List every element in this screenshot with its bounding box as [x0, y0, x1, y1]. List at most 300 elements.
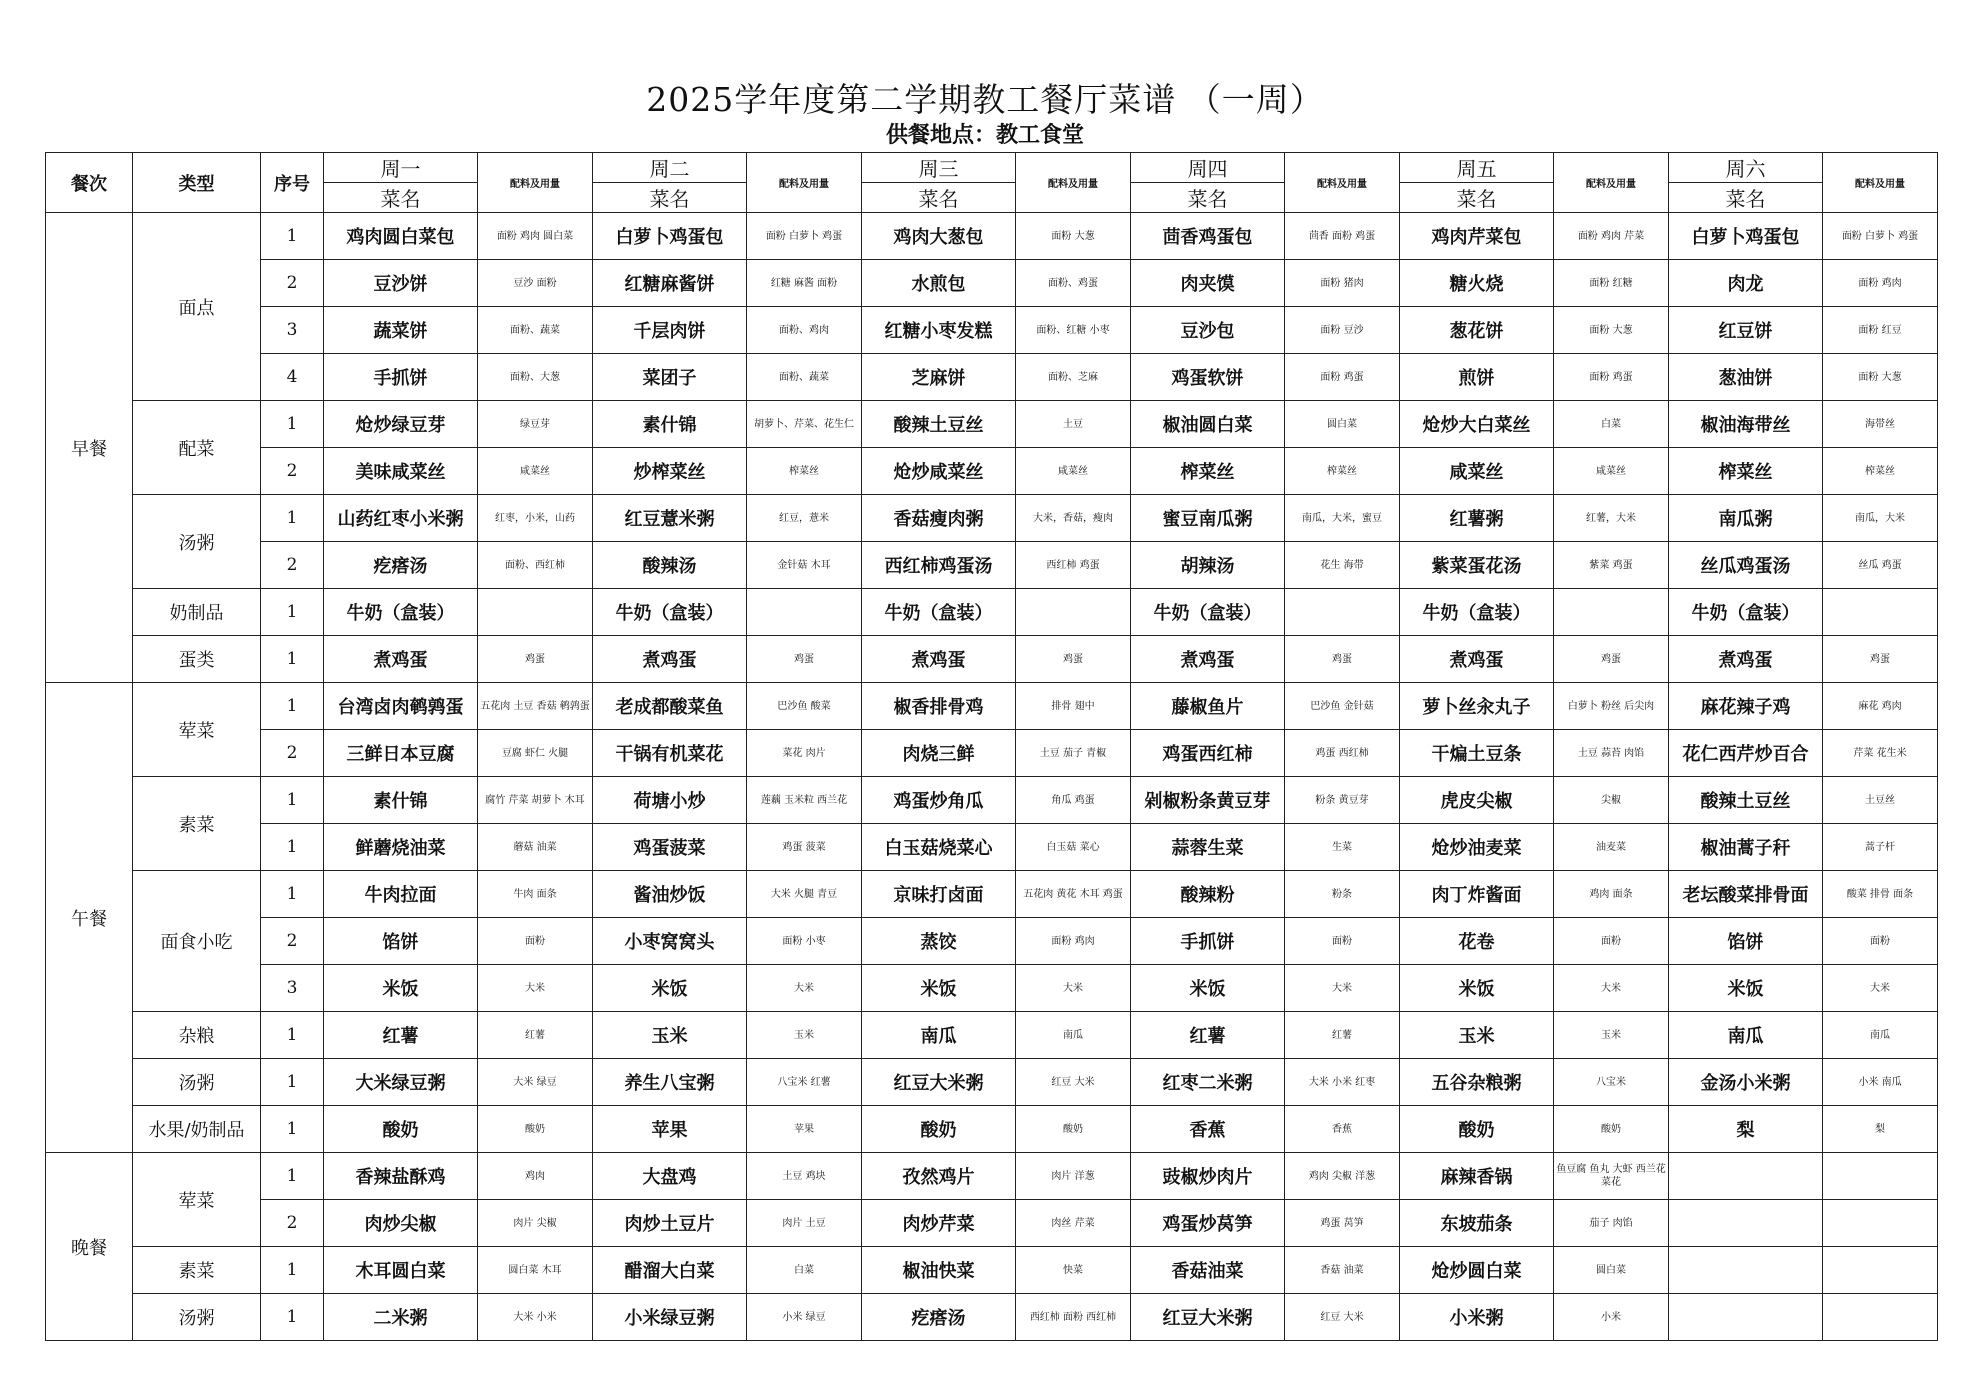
ingredients-cell: 白菜 [747, 1247, 862, 1294]
ingredients-cell: 面粉 [1285, 918, 1400, 965]
header-seq: 序号 [261, 153, 324, 213]
dish-cell: 孜然鸡片 [862, 1153, 1016, 1200]
table-row [46, 730, 1938, 777]
dish-cell: 肉龙 [1669, 260, 1823, 307]
ingredients-cell: 丝瓜 鸡蛋 [1823, 542, 1938, 589]
dish-cell: 剁椒粉条黄豆芽 [1131, 777, 1285, 824]
dish-cell: 肉夹馍 [1131, 260, 1285, 307]
ingredients-cell: 酸奶 [478, 1106, 593, 1153]
ingredients-cell: 大米 火腿 青豆 [747, 871, 862, 918]
ingredients-cell: 小米 绿豆 [747, 1294, 862, 1341]
type-cell: 汤粥 [133, 1294, 261, 1341]
ingredients-cell [1285, 589, 1400, 636]
table-row [46, 1294, 1938, 1341]
dish-cell: 馅饼 [1669, 918, 1823, 965]
dish-cell: 酸辣粉 [1131, 871, 1285, 918]
ingredients-cell [478, 589, 593, 636]
dish-cell: 手抓饼 [1131, 918, 1285, 965]
ingredients-cell: 红薯 [1285, 1012, 1400, 1059]
table-row [46, 448, 1938, 495]
ingredients-cell: 面粉 红糖 [1554, 260, 1669, 307]
header-type: 类型 [133, 153, 261, 213]
dish-cell: 炝炒油麦菜 [1400, 824, 1554, 871]
ingredients-cell: 菜花 肉片 [747, 730, 862, 777]
ingredients-cell: 紫菜 鸡蛋 [1554, 542, 1669, 589]
dish-cell: 疙瘩汤 [324, 542, 478, 589]
type-cell: 蛋类 [133, 636, 261, 683]
ingredients-cell: 肉片 尖椒 [478, 1200, 593, 1247]
type-cell: 素菜 [133, 1247, 261, 1294]
dish-cell: 老成都酸菜鱼 [593, 683, 747, 730]
type-cell: 配菜 [133, 401, 261, 495]
dish-cell: 鸡肉芹菜包 [1400, 213, 1554, 260]
dish-cell: 榨菜丝 [1669, 448, 1823, 495]
dish-cell: 二米粥 [324, 1294, 478, 1341]
table-row [46, 1012, 1938, 1059]
dish-cell: 米饭 [324, 965, 478, 1012]
dish-cell: 南瓜 [1669, 1012, 1823, 1059]
dish-cell: 玉米 [593, 1012, 747, 1059]
dish-cell: 煮鸡蛋 [324, 636, 478, 683]
seq-cell: 4 [261, 354, 324, 401]
ingredients-cell: 红豆，薏米 [747, 495, 862, 542]
dish-cell: 小米绿豆粥 [593, 1294, 747, 1341]
page-subtitle: 供餐地点：教工食堂 [885, 122, 1084, 148]
dish-cell: 椒油快菜 [862, 1247, 1016, 1294]
dish-cell: 咸菜丝 [1400, 448, 1554, 495]
dish-cell: 东坡茄条 [1400, 1200, 1554, 1247]
ingredients-cell [1823, 1294, 1938, 1341]
ingredients-cell: 白萝卜 粉丝 后尖肉 [1554, 683, 1669, 730]
dish-cell: 萝卜丝汆丸子 [1400, 683, 1554, 730]
dish-cell: 牛奶（盒装） [593, 589, 747, 636]
ingredients-cell: 尖椒 [1554, 777, 1669, 824]
type-cell: 面食小吃 [133, 871, 261, 1012]
table-row [46, 307, 1938, 354]
type-cell: 面点 [133, 213, 261, 401]
ingredients-cell: 小米 南瓜 [1823, 1059, 1938, 1106]
ingredients-cell: 蒿子杆 [1823, 824, 1938, 871]
ingredients-cell: 南瓜，大米 [1823, 495, 1938, 542]
seq-cell: 3 [261, 307, 324, 354]
ingredients-cell: 大米 [1016, 965, 1131, 1012]
seq-cell: 1 [261, 777, 324, 824]
ingredients-cell: 腐竹 芹菜 胡萝卜 木耳 [478, 777, 593, 824]
dish-cell: 炝炒大白菜丝 [1400, 401, 1554, 448]
dish-cell: 炝炒圆白菜 [1400, 1247, 1554, 1294]
ingredients-cell: 土豆 鸡块 [747, 1153, 862, 1200]
seq-cell: 1 [261, 495, 324, 542]
ingredients-cell: 麻花 鸡肉 [1823, 683, 1938, 730]
dish-cell: 茴香鸡蛋包 [1131, 213, 1285, 260]
dish-cell: 酸奶 [324, 1106, 478, 1153]
ingredients-cell: 面粉、鸡肉 [747, 307, 862, 354]
ingredients-cell: 面粉 大葱 [1554, 307, 1669, 354]
seq-cell: 1 [261, 1247, 324, 1294]
dish-cell: 香菇油菜 [1131, 1247, 1285, 1294]
table-row [46, 260, 1938, 307]
dish-cell: 煮鸡蛋 [1400, 636, 1554, 683]
seq-cell: 1 [261, 636, 324, 683]
seq-cell: 1 [261, 589, 324, 636]
dish-cell: 红薯 [324, 1012, 478, 1059]
ingredients-cell: 鸡蛋 [747, 636, 862, 683]
dish-cell: 红豆大米粥 [1131, 1294, 1285, 1341]
dish-cell: 水煎包 [862, 260, 1016, 307]
ingredients-cell: 玉米 [747, 1012, 862, 1059]
dish-cell [1669, 1294, 1823, 1341]
dish-cell: 菜团子 [593, 354, 747, 401]
seq-cell: 3 [261, 965, 324, 1012]
header-row-days [46, 153, 1938, 183]
ingredients-cell: 豆沙 面粉 [478, 260, 593, 307]
dish-cell: 红薯粥 [1400, 495, 1554, 542]
dish-cell: 梨 [1669, 1106, 1823, 1153]
ingredients-cell: 鱼豆腐 鱼丸 大虾 西兰花 菜花 [1554, 1153, 1669, 1200]
dish-cell: 小米粥 [1400, 1294, 1554, 1341]
ingredients-cell: 红糖 麻酱 面粉 [747, 260, 862, 307]
ingredients-cell: 面粉 鸡蛋 [1285, 354, 1400, 401]
ingredients-cell: 土豆 [1016, 401, 1131, 448]
dish-cell: 鸡蛋炒莴笋 [1131, 1200, 1285, 1247]
dish-cell: 香蕉 [1131, 1106, 1285, 1153]
ingredients-cell: 红豆 大米 [1016, 1059, 1131, 1106]
dish-cell: 米饭 [1131, 965, 1285, 1012]
ingredients-cell: 鸡蛋 [478, 636, 593, 683]
ingredients-cell: 大米 小米 [478, 1294, 593, 1341]
ingredients-cell: 大米 [747, 965, 862, 1012]
dish-cell: 红枣二米粥 [1131, 1059, 1285, 1106]
dish-cell: 米饭 [1400, 965, 1554, 1012]
dish-cell: 煮鸡蛋 [593, 636, 747, 683]
dish-cell: 豉椒炒肉片 [1131, 1153, 1285, 1200]
ingredients-cell: 榨菜丝 [747, 448, 862, 495]
dish-cell: 干锅有机菜花 [593, 730, 747, 777]
table-row [46, 401, 1938, 448]
ingredients-cell: 大米 绿豆 [478, 1059, 593, 1106]
ingredients-cell: 鸡蛋 [1285, 636, 1400, 683]
ingredients-cell: 苹果 [747, 1106, 862, 1153]
table-row [46, 1106, 1938, 1153]
ingredients-cell: 面粉 [1554, 918, 1669, 965]
dish-cell: 葱油饼 [1669, 354, 1823, 401]
header-dish-label: 菜名 [593, 183, 747, 213]
dish-cell: 鸡肉圆白菜包 [324, 213, 478, 260]
ingredients-cell [1554, 589, 1669, 636]
table-row [46, 354, 1938, 401]
dish-cell: 鸡肉大葱包 [862, 213, 1016, 260]
ingredients-cell: 香蕉 [1285, 1106, 1400, 1153]
ingredients-cell: 生菜 [1285, 824, 1400, 871]
dish-cell: 馅饼 [324, 918, 478, 965]
dish-cell: 蔬菜饼 [324, 307, 478, 354]
ingredients-cell: 白菜 [1554, 401, 1669, 448]
ingredients-cell: 酸菜 排骨 面条 [1823, 871, 1938, 918]
table-row [46, 918, 1938, 965]
dish-cell: 牛奶（盒装） [862, 589, 1016, 636]
dish-cell: 蒸饺 [862, 918, 1016, 965]
dish-cell: 榨菜丝 [1131, 448, 1285, 495]
meal-cell: 早餐 [46, 213, 133, 683]
dish-cell: 豆沙包 [1131, 307, 1285, 354]
ingredients-cell: 鸡蛋 [1016, 636, 1131, 683]
dish-cell: 椒香排骨鸡 [862, 683, 1016, 730]
ingredients-cell: 排骨 翅中 [1016, 683, 1131, 730]
type-cell: 汤粥 [133, 1059, 261, 1106]
table-row [46, 1059, 1938, 1106]
ingredients-cell: 面粉 猪肉 [1285, 260, 1400, 307]
dish-cell: 红糖麻酱饼 [593, 260, 747, 307]
dish-cell: 酸辣汤 [593, 542, 747, 589]
dish-cell: 鸡蛋炒角瓜 [862, 777, 1016, 824]
ingredients-cell: 肉丝 芹菜 [1016, 1200, 1131, 1247]
ingredients-cell: 鸡蛋 [1554, 636, 1669, 683]
dish-cell: 疙瘩汤 [862, 1294, 1016, 1341]
dish-cell: 美味咸菜丝 [324, 448, 478, 495]
dish-cell: 山药红枣小米粥 [324, 495, 478, 542]
seq-cell: 1 [261, 871, 324, 918]
ingredients-cell: 大米 小米 红枣 [1285, 1059, 1400, 1106]
dish-cell: 藤椒鱼片 [1131, 683, 1285, 730]
ingredients-cell: 大米，香菇，瘦肉 [1016, 495, 1131, 542]
dish-cell: 酱油炒饭 [593, 871, 747, 918]
ingredients-cell [1016, 589, 1131, 636]
ingredients-cell: 角瓜 鸡蛋 [1016, 777, 1131, 824]
type-cell: 汤粥 [133, 495, 261, 589]
dish-cell: 麻辣香锅 [1400, 1153, 1554, 1200]
dish-cell: 红豆大米粥 [862, 1059, 1016, 1106]
header-day: 周二 [593, 153, 747, 183]
dish-cell: 椒油蒿子秆 [1669, 824, 1823, 871]
dish-cell [1669, 1153, 1823, 1200]
header-day: 周三 [862, 153, 1016, 183]
dish-cell: 红糖小枣发糕 [862, 307, 1016, 354]
dish-cell: 煮鸡蛋 [1669, 636, 1823, 683]
dish-cell: 肉丁炸酱面 [1400, 871, 1554, 918]
dish-cell: 鸡蛋菠菜 [593, 824, 747, 871]
header-day: 周五 [1400, 153, 1554, 183]
type-cell: 素菜 [133, 777, 261, 871]
ingredients-cell: 豆腐 虾仁 火腿 [478, 730, 593, 777]
page-title: 2025学年度第二学期教工餐厅菜谱 （一周） [646, 80, 1324, 119]
ingredients-cell: 粉条 黄豆芽 [1285, 777, 1400, 824]
dish-cell: 牛奶（盒装） [1131, 589, 1285, 636]
seq-cell: 2 [261, 448, 324, 495]
ingredients-cell: 咸菜丝 [478, 448, 593, 495]
dish-cell: 炒榨菜丝 [593, 448, 747, 495]
seq-cell: 2 [261, 542, 324, 589]
dish-cell: 小枣窝窝头 [593, 918, 747, 965]
seq-cell: 2 [261, 1200, 324, 1247]
ingredients-cell [1823, 1247, 1938, 1294]
ingredients-cell: 红枣，小米，山药 [478, 495, 593, 542]
ingredients-cell: 红薯，大米 [1554, 495, 1669, 542]
ingredients-cell: 大米 [478, 965, 593, 1012]
table-row [46, 824, 1938, 871]
dish-cell: 京味打卤面 [862, 871, 1016, 918]
seq-cell: 2 [261, 730, 324, 777]
dish-cell: 南瓜粥 [1669, 495, 1823, 542]
ingredients-cell: 面粉 豆沙 [1285, 307, 1400, 354]
header-ingredients: 配料及用量 [1823, 153, 1938, 213]
ingredients-cell: 香菇 油菜 [1285, 1247, 1400, 1294]
ingredients-cell: 鸡蛋 莴笋 [1285, 1200, 1400, 1247]
ingredients-cell: 面粉 鸡肉 [1823, 260, 1938, 307]
dish-cell: 牛奶（盒装） [1400, 589, 1554, 636]
ingredients-cell: 快菜 [1016, 1247, 1131, 1294]
dish-cell: 玉米 [1400, 1012, 1554, 1059]
ingredients-cell: 茄子 肉馅 [1554, 1200, 1669, 1247]
dish-cell: 手抓饼 [324, 354, 478, 401]
ingredients-cell: 鸡蛋 菠菜 [747, 824, 862, 871]
header-ingredients: 配料及用量 [478, 153, 593, 213]
dish-cell: 大盘鸡 [593, 1153, 747, 1200]
meal-cell: 午餐 [46, 683, 133, 1153]
ingredients-cell: 榨菜丝 [1823, 448, 1938, 495]
ingredients-cell: 绿豆芽 [478, 401, 593, 448]
ingredients-cell: 八宝米 [1554, 1059, 1669, 1106]
ingredients-cell: 大米 [1285, 965, 1400, 1012]
ingredients-cell: 胡萝卜、芹菜、花生仁 [747, 401, 862, 448]
dish-cell: 苹果 [593, 1106, 747, 1153]
ingredients-cell: 鸡蛋 [1823, 636, 1938, 683]
dish-cell: 千层肉饼 [593, 307, 747, 354]
dish-cell: 香菇瘦肉粥 [862, 495, 1016, 542]
ingredients-cell: 大米 [1554, 965, 1669, 1012]
dish-cell: 煎饼 [1400, 354, 1554, 401]
dish-cell: 三鲜日本豆腐 [324, 730, 478, 777]
seq-cell: 1 [261, 213, 324, 260]
ingredients-cell: 大米 [1823, 965, 1938, 1012]
dish-cell: 米饭 [593, 965, 747, 1012]
header-dish-label: 菜名 [862, 183, 1016, 213]
type-cell: 奶制品 [133, 589, 261, 636]
dish-cell: 素什锦 [593, 401, 747, 448]
dish-cell: 白玉菇烧菜心 [862, 824, 1016, 871]
ingredients-cell: 面粉、蔬菜 [478, 307, 593, 354]
dish-cell: 糖火烧 [1400, 260, 1554, 307]
ingredients-cell: 面粉 鸡肉 圆白菜 [478, 213, 593, 260]
dish-cell: 干煸土豆条 [1400, 730, 1554, 777]
ingredients-cell: 肉片 洋葱 [1016, 1153, 1131, 1200]
dish-cell: 老坛酸菜排骨面 [1669, 871, 1823, 918]
header-dish-label: 菜名 [1669, 183, 1823, 213]
ingredients-cell: 面粉、红糖 小枣 [1016, 307, 1131, 354]
dish-cell: 米饭 [1669, 965, 1823, 1012]
ingredients-cell: 咸菜丝 [1554, 448, 1669, 495]
dish-cell: 肉炒芹菜 [862, 1200, 1016, 1247]
dish-cell: 牛奶（盒装） [1669, 589, 1823, 636]
ingredients-cell: 玉米 [1554, 1012, 1669, 1059]
header-day: 周四 [1131, 153, 1285, 183]
ingredients-cell: 圆白菜 木耳 [478, 1247, 593, 1294]
table-row [46, 495, 1938, 542]
dish-cell: 酸辣土豆丝 [1669, 777, 1823, 824]
dish-cell: 蜜豆南瓜粥 [1131, 495, 1285, 542]
header-day: 周六 [1669, 153, 1823, 183]
header-meal: 餐次 [46, 153, 133, 213]
seq-cell: 1 [261, 1153, 324, 1200]
dish-cell: 米饭 [862, 965, 1016, 1012]
dish-cell: 牛肉拉面 [324, 871, 478, 918]
dish-cell: 鸡蛋西红柿 [1131, 730, 1285, 777]
ingredients-cell: 面粉、蔬菜 [747, 354, 862, 401]
dish-cell: 白萝卜鸡蛋包 [593, 213, 747, 260]
table-row [46, 1200, 1938, 1247]
ingredients-cell: 面粉、鸡蛋 [1016, 260, 1131, 307]
ingredients-cell: 榨菜丝 [1285, 448, 1400, 495]
ingredients-cell: 南瓜，大米，蜜豆 [1285, 495, 1400, 542]
table-row [46, 871, 1938, 918]
header-ingredients: 配料及用量 [1285, 153, 1400, 213]
ingredients-cell: 面粉 大葱 [1016, 213, 1131, 260]
table-row [46, 965, 1938, 1012]
ingredients-cell: 南瓜 [1016, 1012, 1131, 1059]
seq-cell: 1 [261, 401, 324, 448]
dish-cell: 紫菜蛋花汤 [1400, 542, 1554, 589]
ingredients-cell: 金针菇 木耳 [747, 542, 862, 589]
seq-cell: 1 [261, 1106, 324, 1153]
ingredients-cell: 西红柿 鸡蛋 [1016, 542, 1131, 589]
dish-cell: 大米绿豆粥 [324, 1059, 478, 1106]
ingredients-cell: 油麦菜 [1554, 824, 1669, 871]
ingredients-cell: 八宝米 红薯 [747, 1059, 862, 1106]
ingredients-cell: 海带丝 [1823, 401, 1938, 448]
ingredients-cell: 五花肉 黄花 木耳 鸡蛋 [1016, 871, 1131, 918]
dish-cell: 红薯 [1131, 1012, 1285, 1059]
type-cell: 杂粮 [133, 1012, 261, 1059]
ingredients-cell: 圆白菜 [1554, 1247, 1669, 1294]
ingredients-cell: 鸡肉 [478, 1153, 593, 1200]
ingredients-cell: 蘑菇 油菜 [478, 824, 593, 871]
ingredients-cell [747, 589, 862, 636]
header-day: 周一 [324, 153, 478, 183]
ingredients-cell: 五花肉 土豆 香菇 鹌鹑蛋 [478, 683, 593, 730]
dish-cell: 肉炒尖椒 [324, 1200, 478, 1247]
seq-cell: 2 [261, 260, 324, 307]
ingredients-cell: 鸡肉 面条 [1554, 871, 1669, 918]
dish-cell: 金汤小米粥 [1669, 1059, 1823, 1106]
dish-cell: 鲜蘑烧油菜 [324, 824, 478, 871]
ingredients-cell: 红豆 大米 [1285, 1294, 1400, 1341]
dish-cell: 胡辣汤 [1131, 542, 1285, 589]
ingredients-cell: 花生 海带 [1285, 542, 1400, 589]
dish-cell: 煮鸡蛋 [862, 636, 1016, 683]
dish-cell: 木耳圆白菜 [324, 1247, 478, 1294]
ingredients-cell: 面粉、大葱 [478, 354, 593, 401]
dish-cell: 西红柿鸡蛋汤 [862, 542, 1016, 589]
dish-cell: 红豆饼 [1669, 307, 1823, 354]
table-row [46, 213, 1938, 260]
ingredients-cell: 西红柿 面粉 西红柿 [1016, 1294, 1131, 1341]
ingredients-cell: 面粉 大葱 [1823, 354, 1938, 401]
table-row [46, 1153, 1938, 1200]
dish-cell: 虎皮尖椒 [1400, 777, 1554, 824]
header-ingredients: 配料及用量 [747, 153, 862, 213]
ingredients-cell: 面粉、西红柿 [478, 542, 593, 589]
seq-cell: 1 [261, 1059, 324, 1106]
header-dish-label: 菜名 [1131, 183, 1285, 213]
dish-cell: 养生八宝粥 [593, 1059, 747, 1106]
header-ingredients: 配料及用量 [1016, 153, 1131, 213]
ingredients-cell: 南瓜 [1823, 1012, 1938, 1059]
table-row [46, 777, 1938, 824]
ingredients-cell: 小米 [1554, 1294, 1669, 1341]
header-ingredients: 配料及用量 [1554, 153, 1669, 213]
dish-cell: 红豆薏米粥 [593, 495, 747, 542]
ingredients-cell: 土豆 茄子 青椒 [1016, 730, 1131, 777]
ingredients-cell: 面粉 [1823, 918, 1938, 965]
